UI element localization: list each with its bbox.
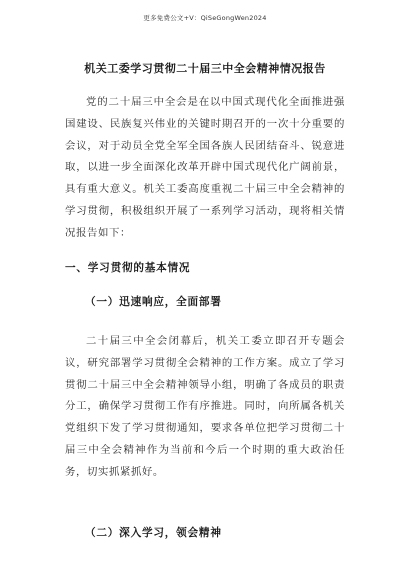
- document-title: 机关工委学习贯彻二十届三中全会精神情况报告: [84, 62, 326, 75]
- section-heading-1: 一、学习贯彻的基本情况: [65, 262, 191, 274]
- header-watermark: 更多免费公文+V：QiSeGongWen2024: [143, 14, 267, 22]
- subsection-heading-1: （一）迅速响应，全面部署: [85, 296, 222, 308]
- subsection-heading-2: （二）深入学习，领会精神: [85, 527, 222, 539]
- subsection-paragraph-1: 二十届三中全会闭幕后，机关工委立即召开专题会议，研究部署学习贯彻全会精神的工作方案。成立了学习贯彻二十届三中全会精神领导小组，明确了各成员的职责分工，确保学习贯彻工作有序推进。同时，向所属各机关党组织下发了学习贯彻通知，要求各单位把学习贯彻二十届三中全会精神作为当前和今后一个时期的重大政治任务，切实抓紧抓好。: [65, 335, 345, 478]
- intro-paragraph: 党的二十届三中全会是在以中国式现代化全面推进强国建设、民族复兴伟业的关键时期召开的一次十分重要的会议，对于动员全党全军全国各族人民团结奋斗、锐意进取，以进一步全面深化改革开辟中国式现代化广阔前景，具有重大意义。机关工委高度重视二十届三中全会精神的学习贯彻，积极组织开展了一系列学习活动，现将相关情况报告如下：: [65, 96, 345, 239]
